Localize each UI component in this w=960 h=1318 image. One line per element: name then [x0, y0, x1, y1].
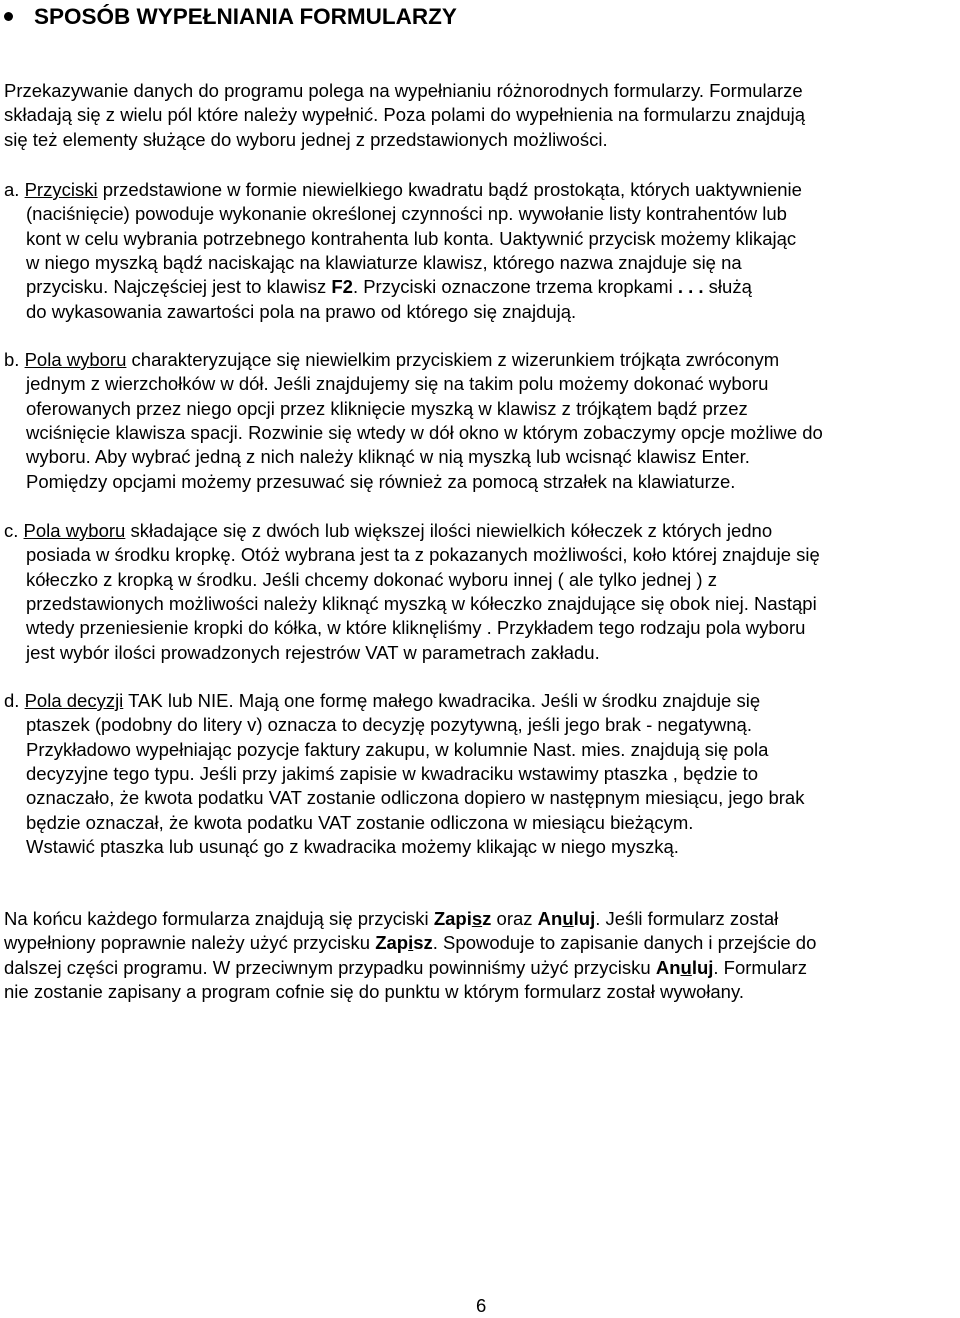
item-text: wtedy przeniesienie kropki do kółka, w które kliknęliśmy . Przykładem tego rodzaju pola wyboru — [26, 617, 806, 639]
page-heading — [4, 2, 457, 32]
item-text: przycisku. Najczęściej jest to klawisz — [26, 276, 332, 298]
item-text: jest wybór ilości prowadzonych rejestrów VAT w parametrach zakładu. — [26, 641, 600, 663]
item-marker: a. — [4, 179, 20, 200]
intro-line: Przekazywanie danych do programu polega na wypełnianiu różnorodnych formularzy. Formularze — [4, 80, 803, 101]
dots-symbol: . . . — [677, 276, 704, 298]
intro-paragraph — [4, 79, 805, 152]
term-przyciski: Przyciski — [24, 179, 98, 200]
zapisz-label: Zapisz — [433, 908, 492, 929]
item-text: służą — [703, 276, 752, 298]
closing-text: . Formularz — [713, 956, 807, 978]
item-text: ptaszek (podobny do litery v) oznacza to decyzję pozytywną, jeśli jego brak - negatywną. — [26, 714, 752, 736]
zapisz-label: Zapisz — [375, 932, 433, 954]
closing-text: oraz — [491, 908, 538, 929]
item-text: będzie oznaczał, że kwota podatku VAT zostanie odliczona w miesiącu bieżącym. — [26, 811, 694, 833]
item-b — [4, 348, 823, 494]
closing-text: nie zostanie zapisany a program cofnie się do punktu w którym formularz został wywołany. — [4, 981, 744, 1003]
item-text: posiada w środku kropkę. Otóż wybrana jest ta z pokazanych możliwości, koło której znajduje się — [26, 544, 820, 566]
item-marker: b. — [4, 349, 20, 370]
item-text: Wstawić ptaszka lub usunąć go z kwadracika możemy klikając w niego myszką. — [26, 836, 679, 858]
closing-text: dalszej części programu. W przeciwnym przypadku powinniśmy użyć przycisku — [4, 956, 656, 978]
anuluj-label: Anuluj — [655, 956, 714, 978]
item-text: (naciśnięcie) powoduje wykonanie określonej czynności np. wywołanie listy kontrahentów lub — [26, 203, 787, 225]
item-text: w niego myszką bądź naciskając na klawiaturze klawisz, którego nazwa znajduje się na — [26, 252, 742, 274]
item-text: wyboru. Aby wybrać jedną z nich należy kliknąć w nią myszką lub wcisnąć klawisz Enter. — [26, 446, 750, 468]
item-text: przedstawione w formie niewielkiego kwadratu bądź prostokąta, których uaktywnienie — [97, 179, 802, 200]
page-number: 6 — [476, 1295, 487, 1316]
item-text: oferowanych przez niego opcji przez kliknięcie myszką w klawisz z trójkątem bądź przez — [26, 397, 748, 419]
page-title: SPOSÓB WYPEŁNIANIA FORMULARZY — [34, 4, 457, 29]
item-text: wciśnięcie klawisza spacji. Rozwinie się wtedy w dół okno w którym zobaczymy opcje możliwe do — [26, 422, 823, 444]
term-pola-wyboru: Pola wyboru — [23, 520, 126, 541]
closing-text: . Jeśli formularz został — [595, 908, 779, 929]
key-f2: F2 — [331, 276, 353, 298]
item-text: jednym z wierzchołków w dół. Jeśli znajdujemy się na takim polu możemy dokonać wyboru — [26, 373, 769, 395]
item-marker: d. — [4, 690, 20, 711]
item-text: Przykładowo wypełniając pozycje faktury zakupu, w kolumnie Nast. mies. znajdują się pola — [26, 738, 769, 760]
item-text: decyzyjne tego typu. Jeśli przy jakimś zapisie w kwadraciku wstawimy ptaszka , będzie to — [26, 763, 759, 785]
bullet-icon — [4, 12, 13, 21]
intro-line: się też elementy służące do wyboru jednej z przedstawionych możliwości. — [4, 128, 608, 150]
closing-text: Na końcu każdego formularza znajdują się przyciski — [4, 908, 434, 929]
item-text: do wykasowania zawartości pola na prawo od którego się znajdują. — [26, 300, 577, 322]
item-marker: c. — [4, 520, 19, 541]
term-pola-decyzji: Pola decyzji — [24, 690, 124, 711]
intro-line: składają się z wielu pól które należy wypełnić. Poza polami do wypełnienia na formularzu znajdują — [4, 104, 806, 126]
item-text: kółeczko z kropką w środku. Jeśli chcemy dokonać wyboru innej ( ale tylko jednej ) z — [26, 568, 717, 590]
item-text: TAK lub NIE. Mają one formę małego kwadracika. Jeśli w środku znajduje się — [123, 690, 761, 711]
closing-paragraph — [4, 907, 816, 1004]
item-c — [4, 519, 820, 665]
item-a — [4, 178, 802, 324]
item-text: składające się z dwóch lub większej ilości niewielkich kółeczek z których jedno — [125, 520, 773, 541]
item-text: Pomiędzy opcjami możemy przesuwać się również za pomocą strzałek na klawiaturze. — [26, 470, 736, 492]
closing-text: . Spowoduje to zapisanie danych i przejście do — [432, 932, 817, 954]
item-text: kont w celu wybrania potrzebnego kontrahenta lub konta. Uaktywnić przycisk możemy klikając — [26, 227, 797, 249]
closing-text: wypełniony poprawnie należy użyć przycisku — [4, 932, 376, 954]
item-text: charakteryzujące się niewielkim przyciskiem z wizerunkiem trójkąta zwróconym — [126, 349, 780, 370]
item-text: przedstawionych możliwości należy kliknąć myszką w kółeczko znajdujące się obok niej. Nastąpi — [26, 593, 817, 615]
anuluj-label: Anuluj — [537, 908, 596, 929]
item-text: . Przyciski oznaczone trzema kropkami — [352, 276, 678, 298]
item-text: oznaczało, że kwota podatku VAT zostanie odliczona dopiero w następnym miesiącu, jego brak — [26, 787, 805, 809]
item-d — [4, 689, 804, 859]
term-pola-wyboru: Pola wyboru — [24, 349, 127, 370]
